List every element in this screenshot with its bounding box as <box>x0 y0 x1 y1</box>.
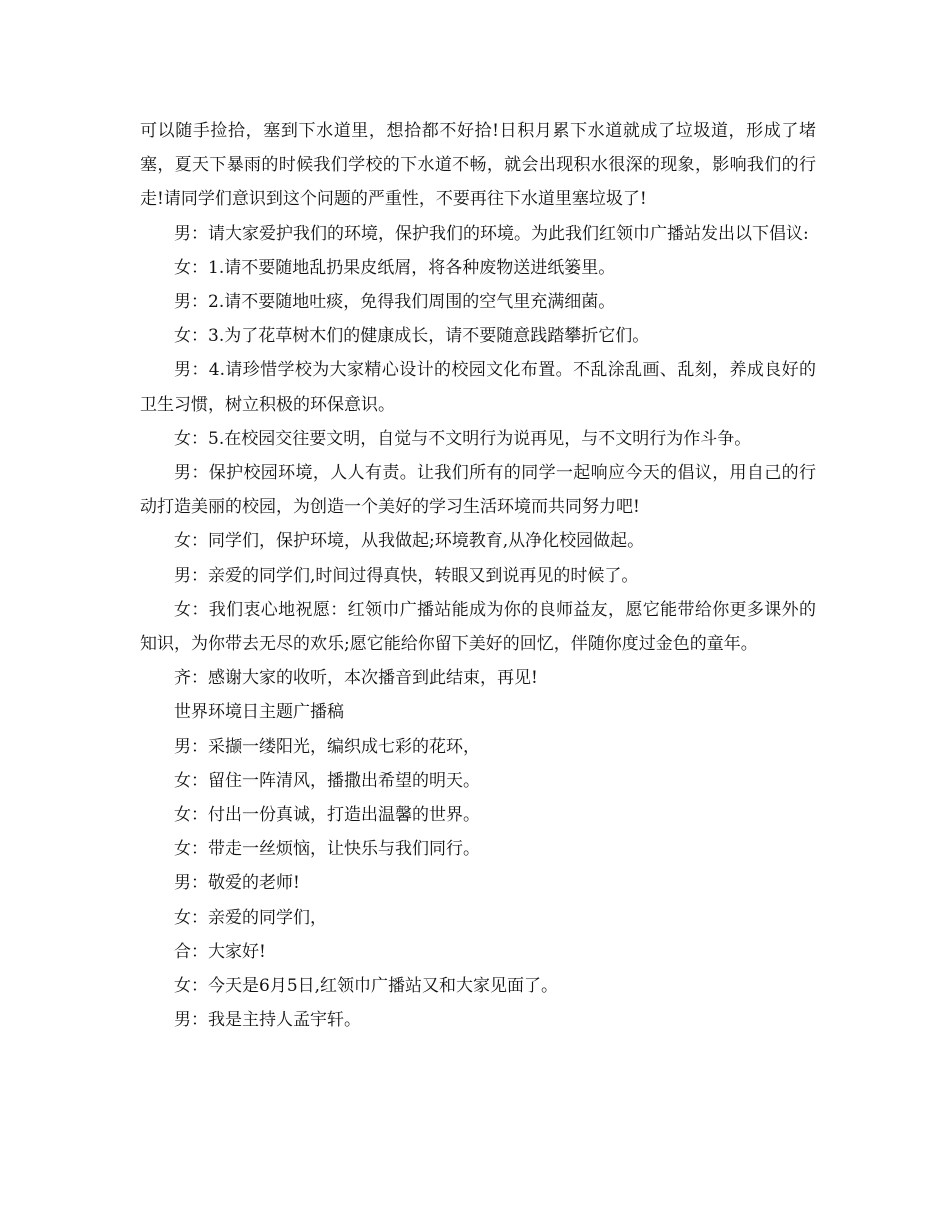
paragraph-greeting-all: 合：大家好! <box>174 941 266 962</box>
paragraph-proposal-2: 男：2.请不要随地吐痰，免得我们周围的空气里充满细菌。 <box>174 292 616 313</box>
paragraph-opening-1: 男：采撷一缕阳光，编织成七彩的花环， <box>174 736 480 757</box>
paragraph-farewell: 男：亲爱的同学们,时间过得真快，转眼又到说再见的时候了。 <box>174 565 639 586</box>
paragraph-host: 男：我是主持人孟宇轩。 <box>174 1010 361 1031</box>
paragraph-proposal-5: 女：5.在校园交往要文明，自觉与不文明行为说再见，与不文明行为作斗争。 <box>174 428 752 449</box>
paragraph-greeting-teachers: 男：敬爱的老师! <box>174 873 300 894</box>
paragraph-opening-2: 女：留住一阵清风，播撒出希望的明天。 <box>174 770 480 791</box>
paragraph-opening-3: 女：付出一份真诚，打造出温馨的世界。 <box>174 805 480 826</box>
paragraph-date: 女：今天是6月5日,红领巾广播站又和大家见面了。 <box>174 976 559 997</box>
paragraph-call-to-action: 男：保护校园环境，人人有责。让我们所有的同学一起响应今天的倡议，用自己的行动打造美丽的校园，为创造一个美好的学习生活环境而共同努力吧! <box>140 463 816 518</box>
paragraph-proposal-4: 男：4.请珍惜学校为大家精心设计的校园文化布置。不乱涂乱画、乱刻，养成良好的卫生习惯，树立积极的环保意识。 <box>140 360 816 415</box>
paragraph-opening-4: 女：带走一丝烦恼，让快乐与我们同行。 <box>174 839 480 860</box>
paragraph-continuation: 可以随手捡拾，塞到下水道里，想拾都不好拾!日积月累下水道就成了垃圾道，形成了堵塞，夏天下暴雨的时候我们学校的下水道不畅，就会出现积水很深的现象，影响我们的行走!请同学们意识到这个问题的严重性，不要再往下水道里塞垃圾了! <box>140 121 816 210</box>
paragraph-proposal-intro: 男：请大家爱护我们的环境，保护我们的环境。为此我们红领巾广播站发出以下倡议: <box>174 223 809 244</box>
paragraph-slogan: 女：同学们，保护环境，从我做起;环境教育,从净化校园做起。 <box>174 531 645 552</box>
section-title: 世界环境日主题广播稿 <box>174 702 344 723</box>
paragraph-proposal-1: 女：1.请不要随地乱扔果皮纸屑，将各种废物送进纸篓里。 <box>174 257 616 278</box>
paragraph-wishes: 女：我们衷心地祝愿：红领巾广播站能成为你的良师益友，愿它能带给你更多课外的知识，为你带去无尽的欢乐;愿它能给你留下美好的回忆，伴随你度过金色的童年。 <box>140 599 816 655</box>
paragraph-proposal-3: 女：3.为了花草树木们的健康成长，请不要随意践踏攀折它们。 <box>174 326 650 347</box>
paragraph-closing: 齐：感谢大家的收听，本次播音到此结束，再见! <box>174 668 538 689</box>
document-body <box>140 114 816 1037</box>
paragraph-greeting-students: 女：亲爱的同学们， <box>174 907 327 928</box>
